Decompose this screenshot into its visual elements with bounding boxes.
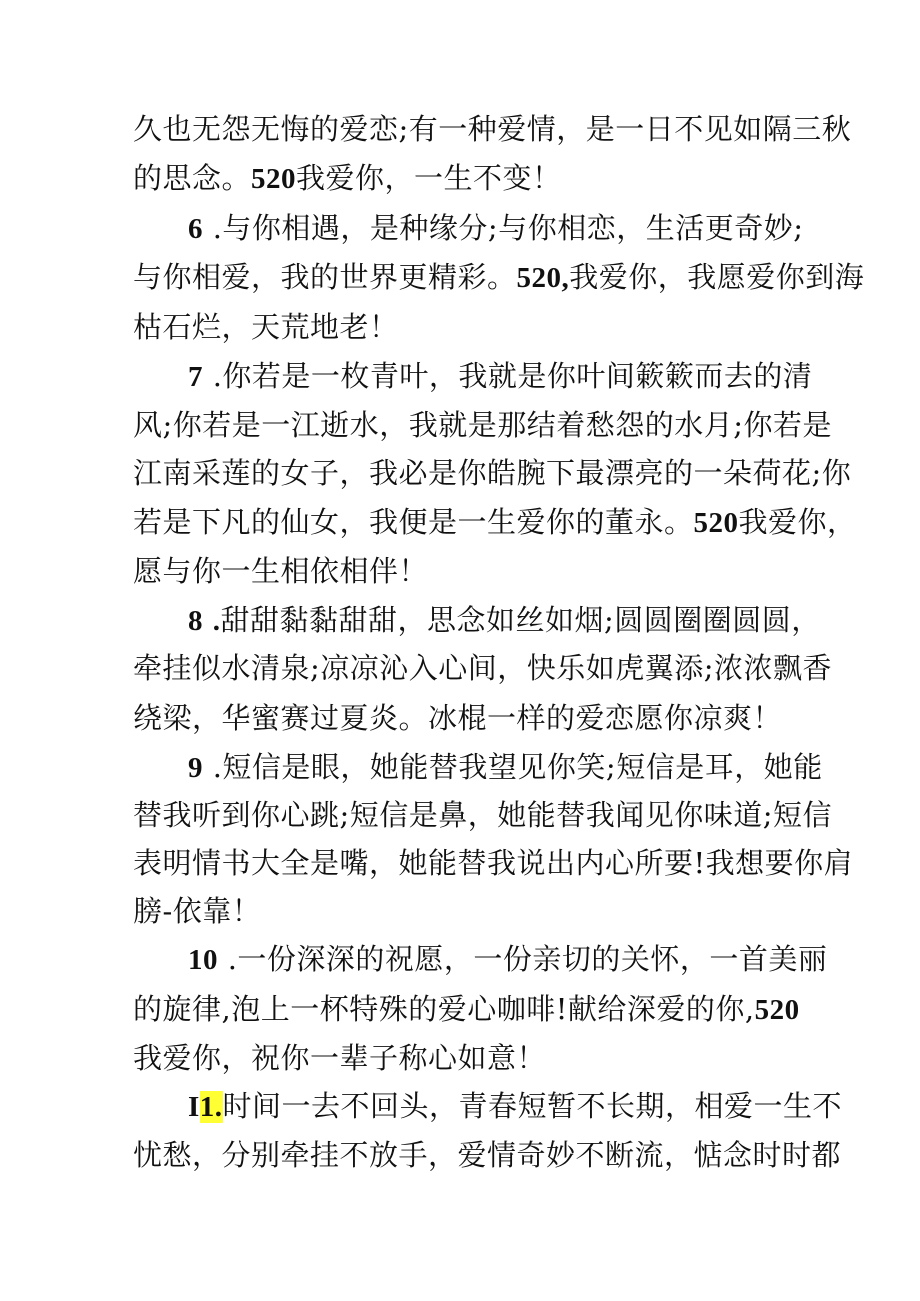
text-run: 的思念。 — [133, 161, 252, 195]
text-run: 10 — [188, 944, 218, 976]
text-run: 7 — [188, 361, 203, 393]
text-run: .与你相遇，是种缘分;与你相恋，生活更奇妙; — [203, 211, 804, 245]
text-run: 的旋律,泡上一杯特殊的爱心咖啡!献给深爱的你, — [133, 992, 755, 1026]
text-run — [203, 603, 213, 637]
text-run: .一份深深的祝愿，一份亲切的关怀，一首美丽 — [218, 942, 828, 976]
text-run: 与你相爱，我的世界更精彩。 — [133, 260, 517, 294]
text-line — [188, 358, 812, 395]
text-line — [133, 797, 832, 833]
text-run: 膀-依靠！ — [133, 894, 262, 928]
text-run: 520 — [693, 507, 739, 539]
text-run: 甜甜黏黏甜甜，思念如丝如烟;圆圆圈圈圆圆， — [220, 603, 821, 637]
text-run: .短信是眼，她能替我望见你笑;短信是耳，她能 — [203, 750, 823, 784]
text-line — [188, 941, 827, 978]
text-line — [133, 1137, 841, 1173]
text-line — [133, 504, 857, 541]
text-line — [188, 602, 821, 639]
highlighted-text: 1. — [199, 1091, 223, 1123]
text-line — [133, 700, 782, 736]
text-run: 江南采莲的女子，我必是你皓腕下最漂亮的一朵荷花;你 — [133, 456, 852, 490]
text-run: .你若是一枚青叶，我就是你叶间簌簌而去的清 — [203, 359, 813, 393]
text-run: 520 — [754, 994, 800, 1026]
text-run: 绕梁，华蜜赛过夏炎。冰棍一样的爱恋愿你凉爽！ — [133, 701, 783, 735]
text-run: 我爱你，一生不变！ — [296, 161, 562, 195]
text-line — [133, 111, 851, 147]
text-line — [133, 650, 832, 686]
text-run: 时间一去不回头，青春短暂不长期，相爱一生不 — [222, 1089, 843, 1123]
text-run: 表明情书大全是嘴，她能替我说出内心所要!我想要你肩 — [133, 846, 854, 880]
text-run: 520, — [516, 262, 570, 294]
text-run: 愿与你一生相依相伴！ — [133, 554, 429, 588]
text-line — [133, 407, 832, 443]
text-line — [133, 160, 562, 197]
text-run: 8 — [188, 605, 203, 637]
text-run: 我爱你，祝你一辈子称心如意！ — [133, 1041, 547, 1075]
text-run: 替我听到你心跳;短信是鼻，她能替我闻见你味道;短信 — [133, 798, 833, 832]
text-run: 6 — [188, 213, 203, 245]
text-line — [133, 1040, 546, 1076]
text-run: 久也无怨无悔的爱恋;有一种爱情，是一日不见如隔三秋 — [133, 112, 852, 146]
text-line — [188, 749, 823, 786]
text-run: 若是下凡的仙女，我便是一生爱你的董永。 — [133, 505, 694, 539]
text-run: I — [188, 1091, 200, 1123]
text-line — [133, 553, 428, 589]
text-run: 我爱你，我愿爱你到海 — [569, 260, 865, 294]
text-run: 忧愁，分别牵挂不放手，爱情奇妙不断流，惦念时时都 — [133, 1138, 842, 1172]
text-line — [188, 1088, 842, 1125]
text-line — [133, 259, 864, 296]
text-line — [188, 210, 803, 247]
text-run: 520 — [251, 163, 297, 195]
text-line — [133, 309, 399, 345]
text-line — [133, 845, 853, 881]
text-run: 我爱你， — [738, 505, 857, 539]
text-run: 9 — [188, 752, 203, 784]
text-run: 风;你若是一江逝水，我就是那结着愁怨的水月;你若是 — [133, 408, 833, 442]
text-run: 牵挂似水清泉;凉凉沁入心间，快乐如虎翼添;浓浓飘香 — [133, 651, 833, 685]
text-line — [133, 893, 261, 929]
text-line — [133, 455, 851, 491]
text-run: 枯石烂，天荒地老！ — [133, 310, 399, 344]
text-line — [133, 991, 800, 1028]
text-run: . — [212, 605, 221, 637]
